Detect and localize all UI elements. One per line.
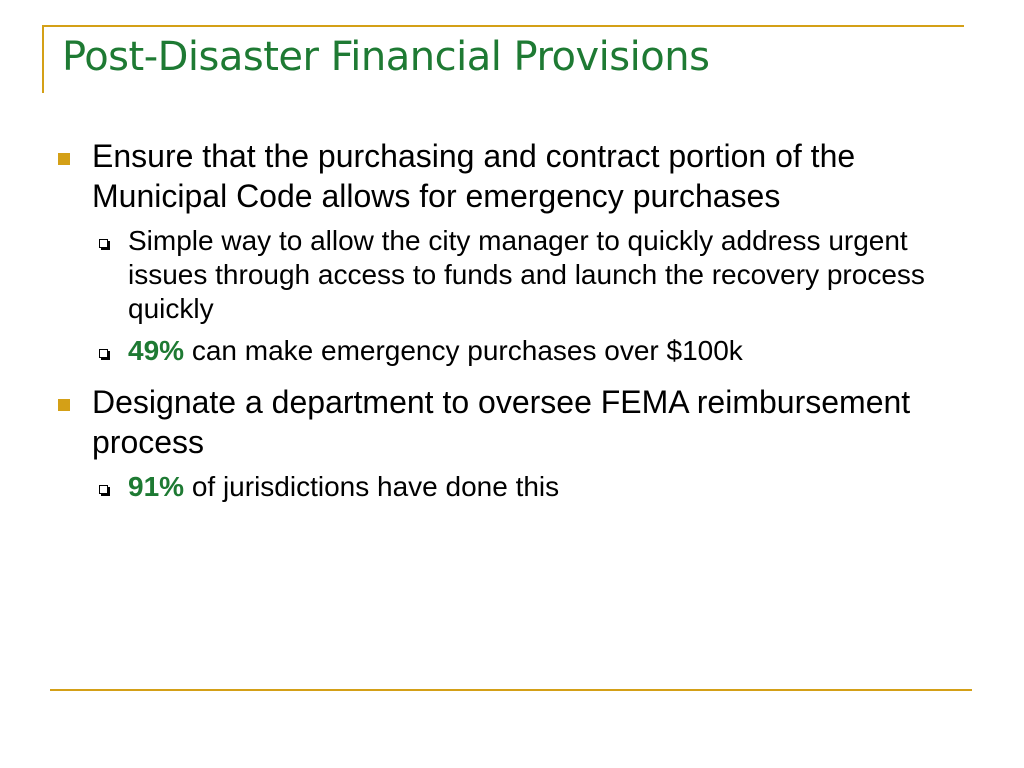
sub-bullet-text: Simple way to allow the city manager to quickly address urgent issues through access to funds and launch the recovery process quickly: [128, 225, 925, 324]
title-frame-top: [42, 25, 964, 27]
title-frame-left: [42, 25, 44, 93]
bullet-text: Ensure that the purchasing and contract portion of the Municipal Code allows for emergency purchases: [92, 138, 856, 214]
sub-bullet-item: [92, 224, 984, 326]
sub-bullet-item: [92, 470, 984, 504]
hollow-square-bullet-icon: [99, 485, 108, 494]
hollow-square-bullet-icon: [99, 239, 108, 248]
hollow-square-bullet-icon: [99, 349, 108, 358]
sub-bullet-text: of jurisdictions have done this: [184, 471, 560, 502]
percent-highlight: 49%: [128, 335, 185, 366]
square-bullet-icon: [58, 399, 70, 411]
bullet-item: [54, 136, 984, 216]
square-bullet-icon: [58, 153, 70, 165]
sub-bullet-item: [92, 334, 984, 368]
slide-content: [54, 136, 984, 504]
sub-bullet-text: can make emergency purchases over $100k: [184, 335, 743, 366]
footer-divider: [50, 689, 972, 691]
bullet-item: [54, 382, 984, 462]
slide-title: Post-Disaster Financial Provisions: [62, 34, 710, 80]
percent-highlight: 91%: [128, 471, 185, 502]
bullet-text: Designate a department to oversee FEMA reimbursement process: [92, 384, 911, 460]
